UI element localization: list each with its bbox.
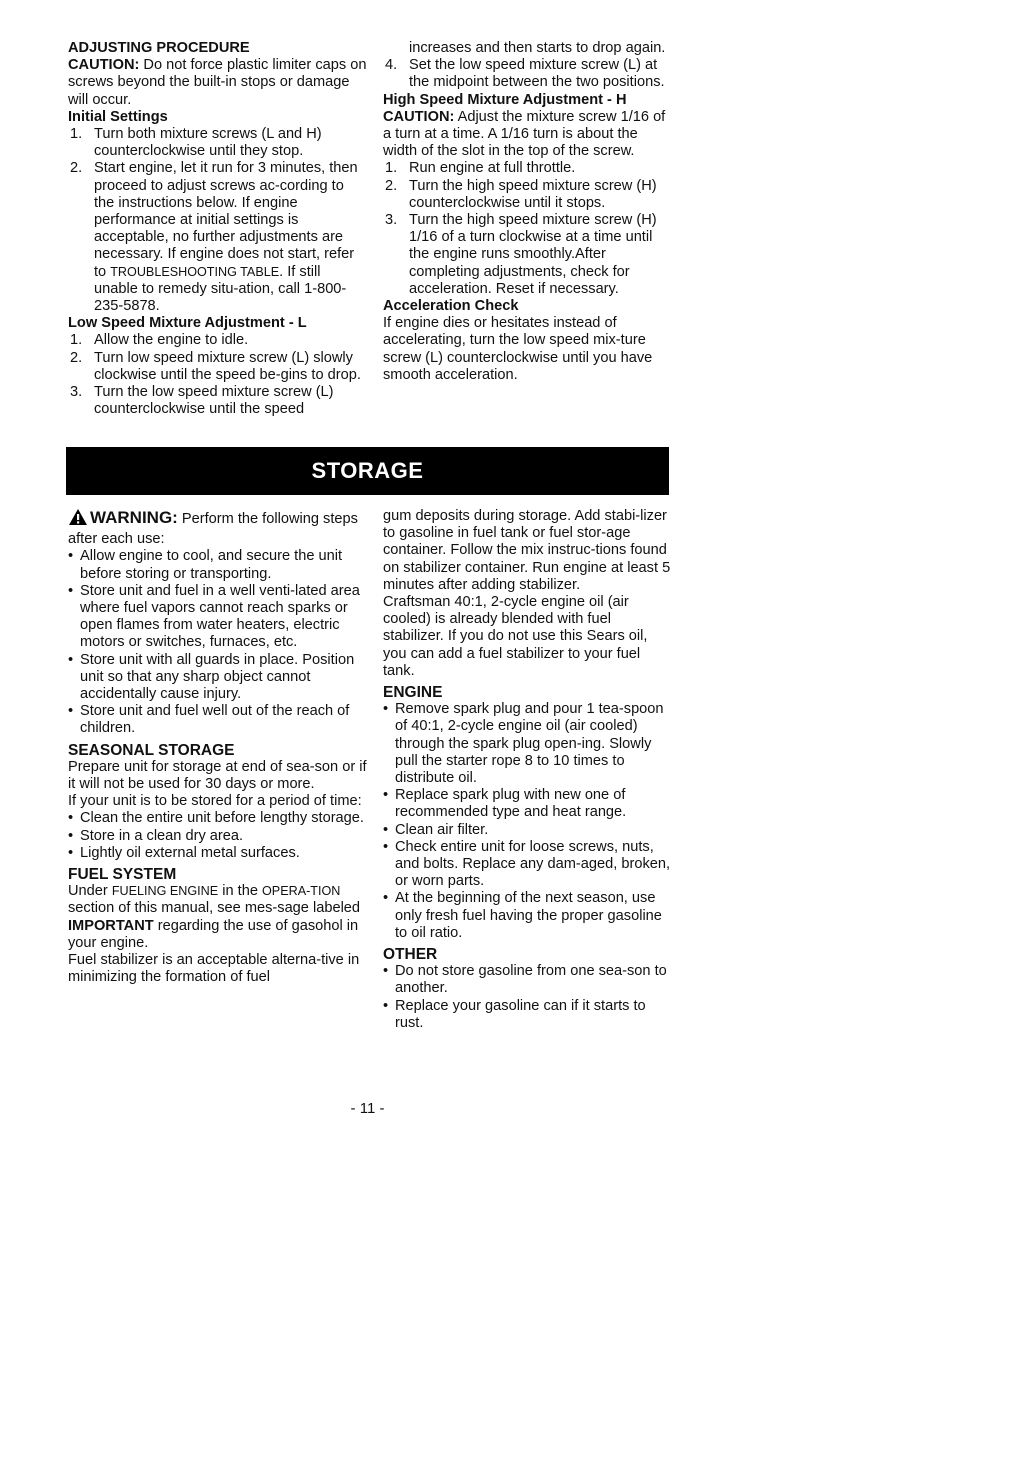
list-item — [68, 350, 368, 384]
item-number: 1. — [70, 332, 83, 349]
item-text: Turn low speed mixture screw (L) slowly clockwise until the speed be-gins to drop. — [94, 349, 361, 383]
caution-note — [68, 57, 368, 109]
list-item — [383, 701, 675, 787]
item-number: 3. — [70, 384, 83, 401]
text: Under — [68, 883, 112, 900]
adjusting-procedure-heading: ADJUSTING PROCEDURE — [68, 40, 250, 56]
warning-note — [68, 508, 368, 548]
item-text: Turn the low speed mixture screw (L) counterclockwise until the speed — [94, 384, 334, 418]
item-text: Run engine at full throttle. — [409, 160, 576, 177]
list-item — [383, 822, 675, 839]
list-item — [383, 839, 675, 891]
warning-label: WARNING: — [90, 508, 178, 527]
item-text: Allow the engine to idle. — [94, 332, 249, 349]
storage-column-right — [383, 508, 675, 1032]
text: section of this manual, see mes-sage labeled — [68, 900, 361, 917]
bullet: • — [68, 810, 74, 827]
storage-column-left — [68, 508, 368, 986]
bullet: • — [383, 821, 389, 838]
bullet: • — [383, 963, 389, 980]
other-list — [383, 963, 675, 1032]
item-text: Replace your gasoline can if it starts to rust. — [395, 997, 646, 1031]
item-text: Remove spark plug and pour 1 tea-spoon of 40:1, 2-cycle engine oil (air cooled) through the spark plug open-ing. Slowly pull the starter rope 8 to 10 times to distribute oil. — [395, 701, 664, 787]
engine-list — [383, 701, 675, 942]
item-text: Turn the high speed mixture screw (H) counterclockwise until it stops. — [409, 177, 657, 211]
important-label: IMPORTANT — [68, 917, 154, 934]
storage-banner: STORAGE — [66, 447, 669, 495]
bullet: • — [383, 701, 389, 718]
list-item — [68, 845, 368, 862]
fuel-system-heading: FUEL SYSTEM — [68, 866, 177, 884]
initial-settings-heading: Initial Settings — [68, 108, 168, 125]
seasonal-storage-heading: SEASONAL STORAGE — [68, 741, 235, 759]
seasonal-paragraph: If your unit is to be stored for a period of time: — [68, 793, 362, 810]
troubleshooting-reference: TROUBLESHOOTING TABLE — [110, 264, 280, 279]
list-item — [68, 810, 368, 827]
warning-text: Perform the following steps after each use: — [68, 511, 358, 548]
item-text: . If still unable to remedy situ-ation, call 1-800-235-5878. — [94, 263, 347, 315]
high-speed-heading: High Speed Mixture Adjustment - H — [383, 91, 627, 108]
fuel-paragraph: Craftsman 40:1, 2-cycle engine oil (air cooled) is already blended with fuel stabilizer. If you do not use this Sears oil, you can add a fuel stabilizer to your fuel tank. — [383, 594, 648, 679]
list-item — [68, 583, 368, 652]
list-item — [383, 212, 675, 298]
list-item — [68, 126, 368, 160]
page-number: - 11 - — [350, 1100, 385, 1117]
list-item — [383, 998, 675, 1032]
warning-triangle-icon — [68, 508, 88, 531]
text: regarding the use of gasohol in your engine. — [68, 917, 359, 951]
caution-note — [383, 109, 675, 161]
low-speed-continued: increases and then starts to drop again. — [409, 40, 666, 56]
caution-text: Do not force plastic limiter caps on screws beyond the built-in stops or damage will occur. — [68, 57, 367, 108]
high-speed-list — [383, 160, 675, 298]
caution-label: CAUTION: — [383, 108, 455, 125]
item-number: 4. — [385, 57, 398, 74]
acceleration-check-heading: Acceleration Check — [383, 298, 519, 315]
item-text: Store unit with all guards in place. Position unit so that any sharp object cannot accidentally cause injury. — [80, 651, 355, 703]
bullet: • — [383, 890, 389, 907]
item-text: Replace spark plug with new one of recommended type and heat range. — [395, 787, 627, 821]
item-text: Store unit and fuel well out of the reach of children. — [80, 703, 350, 737]
item-text: Store unit and fuel in a well venti-lated area where fuel vapors cannot reach sparks or open flames from water heaters, electric motors or switches, furnaces, etc. — [80, 582, 360, 651]
list-item — [383, 57, 675, 91]
adjusting-column — [68, 40, 368, 418]
item-text: Store in a clean dry area. — [80, 827, 244, 844]
low-speed-heading: Low Speed Mixture Adjustment - L — [68, 315, 307, 332]
item-number: 1. — [385, 160, 398, 177]
list-item — [68, 828, 368, 845]
acceleration-check-text: If engine dies or hesitates instead of accelerating, turn the low speed mix-ture screw (L) counterclockwise until you have smooth acceleration. — [383, 315, 653, 383]
list-item — [68, 548, 368, 582]
list-item — [68, 384, 368, 418]
item-text: Set the low speed mixture screw (L) at the midpoint between the two positions. — [409, 57, 665, 91]
fuel-paragraph-continued: gum deposits during storage. Add stabi-lizer to gasoline in fuel tank or fuel stor-age container. Follow the mix instruc-tions found on stabilizer container. Run engine at least 5 minutes after adding stabilizer. — [383, 508, 671, 593]
item-text: Clean the entire unit before lengthy storage. — [80, 810, 364, 827]
bullet: • — [383, 787, 389, 804]
item-number: 2. — [70, 349, 83, 366]
fuel-paragraph — [68, 883, 368, 952]
item-number: 1. — [70, 126, 83, 143]
bullet: • — [68, 827, 74, 844]
text: in the — [218, 883, 262, 900]
other-heading: OTHER — [383, 946, 438, 964]
initial-settings-list — [68, 126, 368, 315]
item-number: 2. — [385, 177, 398, 194]
seasonal-paragraph: Prepare unit for storage at end of sea-son or if it will not be used for 30 days or more. — [68, 758, 367, 793]
list-item — [68, 703, 368, 737]
item-text: Check entire unit for loose screws, nuts, and bolts. Replace any dam-aged, broken, or worn parts. — [395, 838, 671, 890]
item-text: Allow engine to cool, and secure the unit before storing or transporting. — [80, 548, 343, 582]
list-item — [383, 160, 675, 177]
bullet: • — [383, 838, 389, 855]
bullet: • — [383, 997, 389, 1014]
fuel-paragraph: Fuel stabilizer is an acceptable alterna-tive in minimizing the formation of fuel — [68, 952, 360, 986]
list-item — [68, 160, 368, 315]
item-text: At the beginning of the next season, use only fresh fuel having the proper gasoline to oil ratio. — [395, 890, 662, 941]
item-text: Turn the high speed mixture screw (H) 1/16 of a turn clockwise at a time until the engine runs smoothly.After completing adjustments, check for acceleration. Reset if necessary. — [409, 212, 657, 297]
mixture-column — [383, 40, 675, 384]
item-number: 2. — [70, 160, 83, 177]
list-item — [383, 963, 675, 997]
fueling-engine-reference: FUELING ENGINE — [111, 884, 219, 899]
operation-reference: OPERA-TION — [262, 884, 341, 899]
list-item — [383, 178, 675, 212]
list-item — [68, 332, 368, 349]
item-text: Turn both mixture screws (L and H) counterclockwise until they stop. — [94, 126, 322, 160]
bullet: • — [68, 651, 74, 668]
item-text: Start engine, let it run for 3 minutes, then proceed to adjust screws ac-cording to the instructions below. If engine performance at initial settings is acceptable, no further adjustments are necessary. If engine does not start, refer to — [94, 160, 358, 280]
caution-text: Adjust the mixture screw 1/16 of a turn at a time. A 1/16 turn is about the width of the slot in the top of the screw. — [383, 108, 666, 160]
seasonal-list — [68, 810, 368, 862]
bullet: • — [68, 703, 74, 720]
low-speed-list-continued — [383, 57, 675, 91]
bullet: • — [68, 548, 74, 565]
item-number: 3. — [385, 212, 398, 229]
list-item — [383, 787, 675, 821]
low-speed-list — [68, 332, 368, 418]
caution-label: CAUTION: — [68, 57, 140, 74]
list-item — [68, 652, 368, 704]
item-text: Lightly oil external metal surfaces. — [80, 844, 300, 861]
warning-list — [68, 548, 368, 737]
bullet: • — [68, 844, 74, 861]
item-text: Do not store gasoline from one sea-son to another. — [395, 963, 667, 997]
item-text: Clean air filter. — [395, 821, 489, 838]
list-item — [383, 890, 675, 942]
engine-heading: ENGINE — [383, 684, 443, 702]
bullet: • — [68, 582, 74, 599]
